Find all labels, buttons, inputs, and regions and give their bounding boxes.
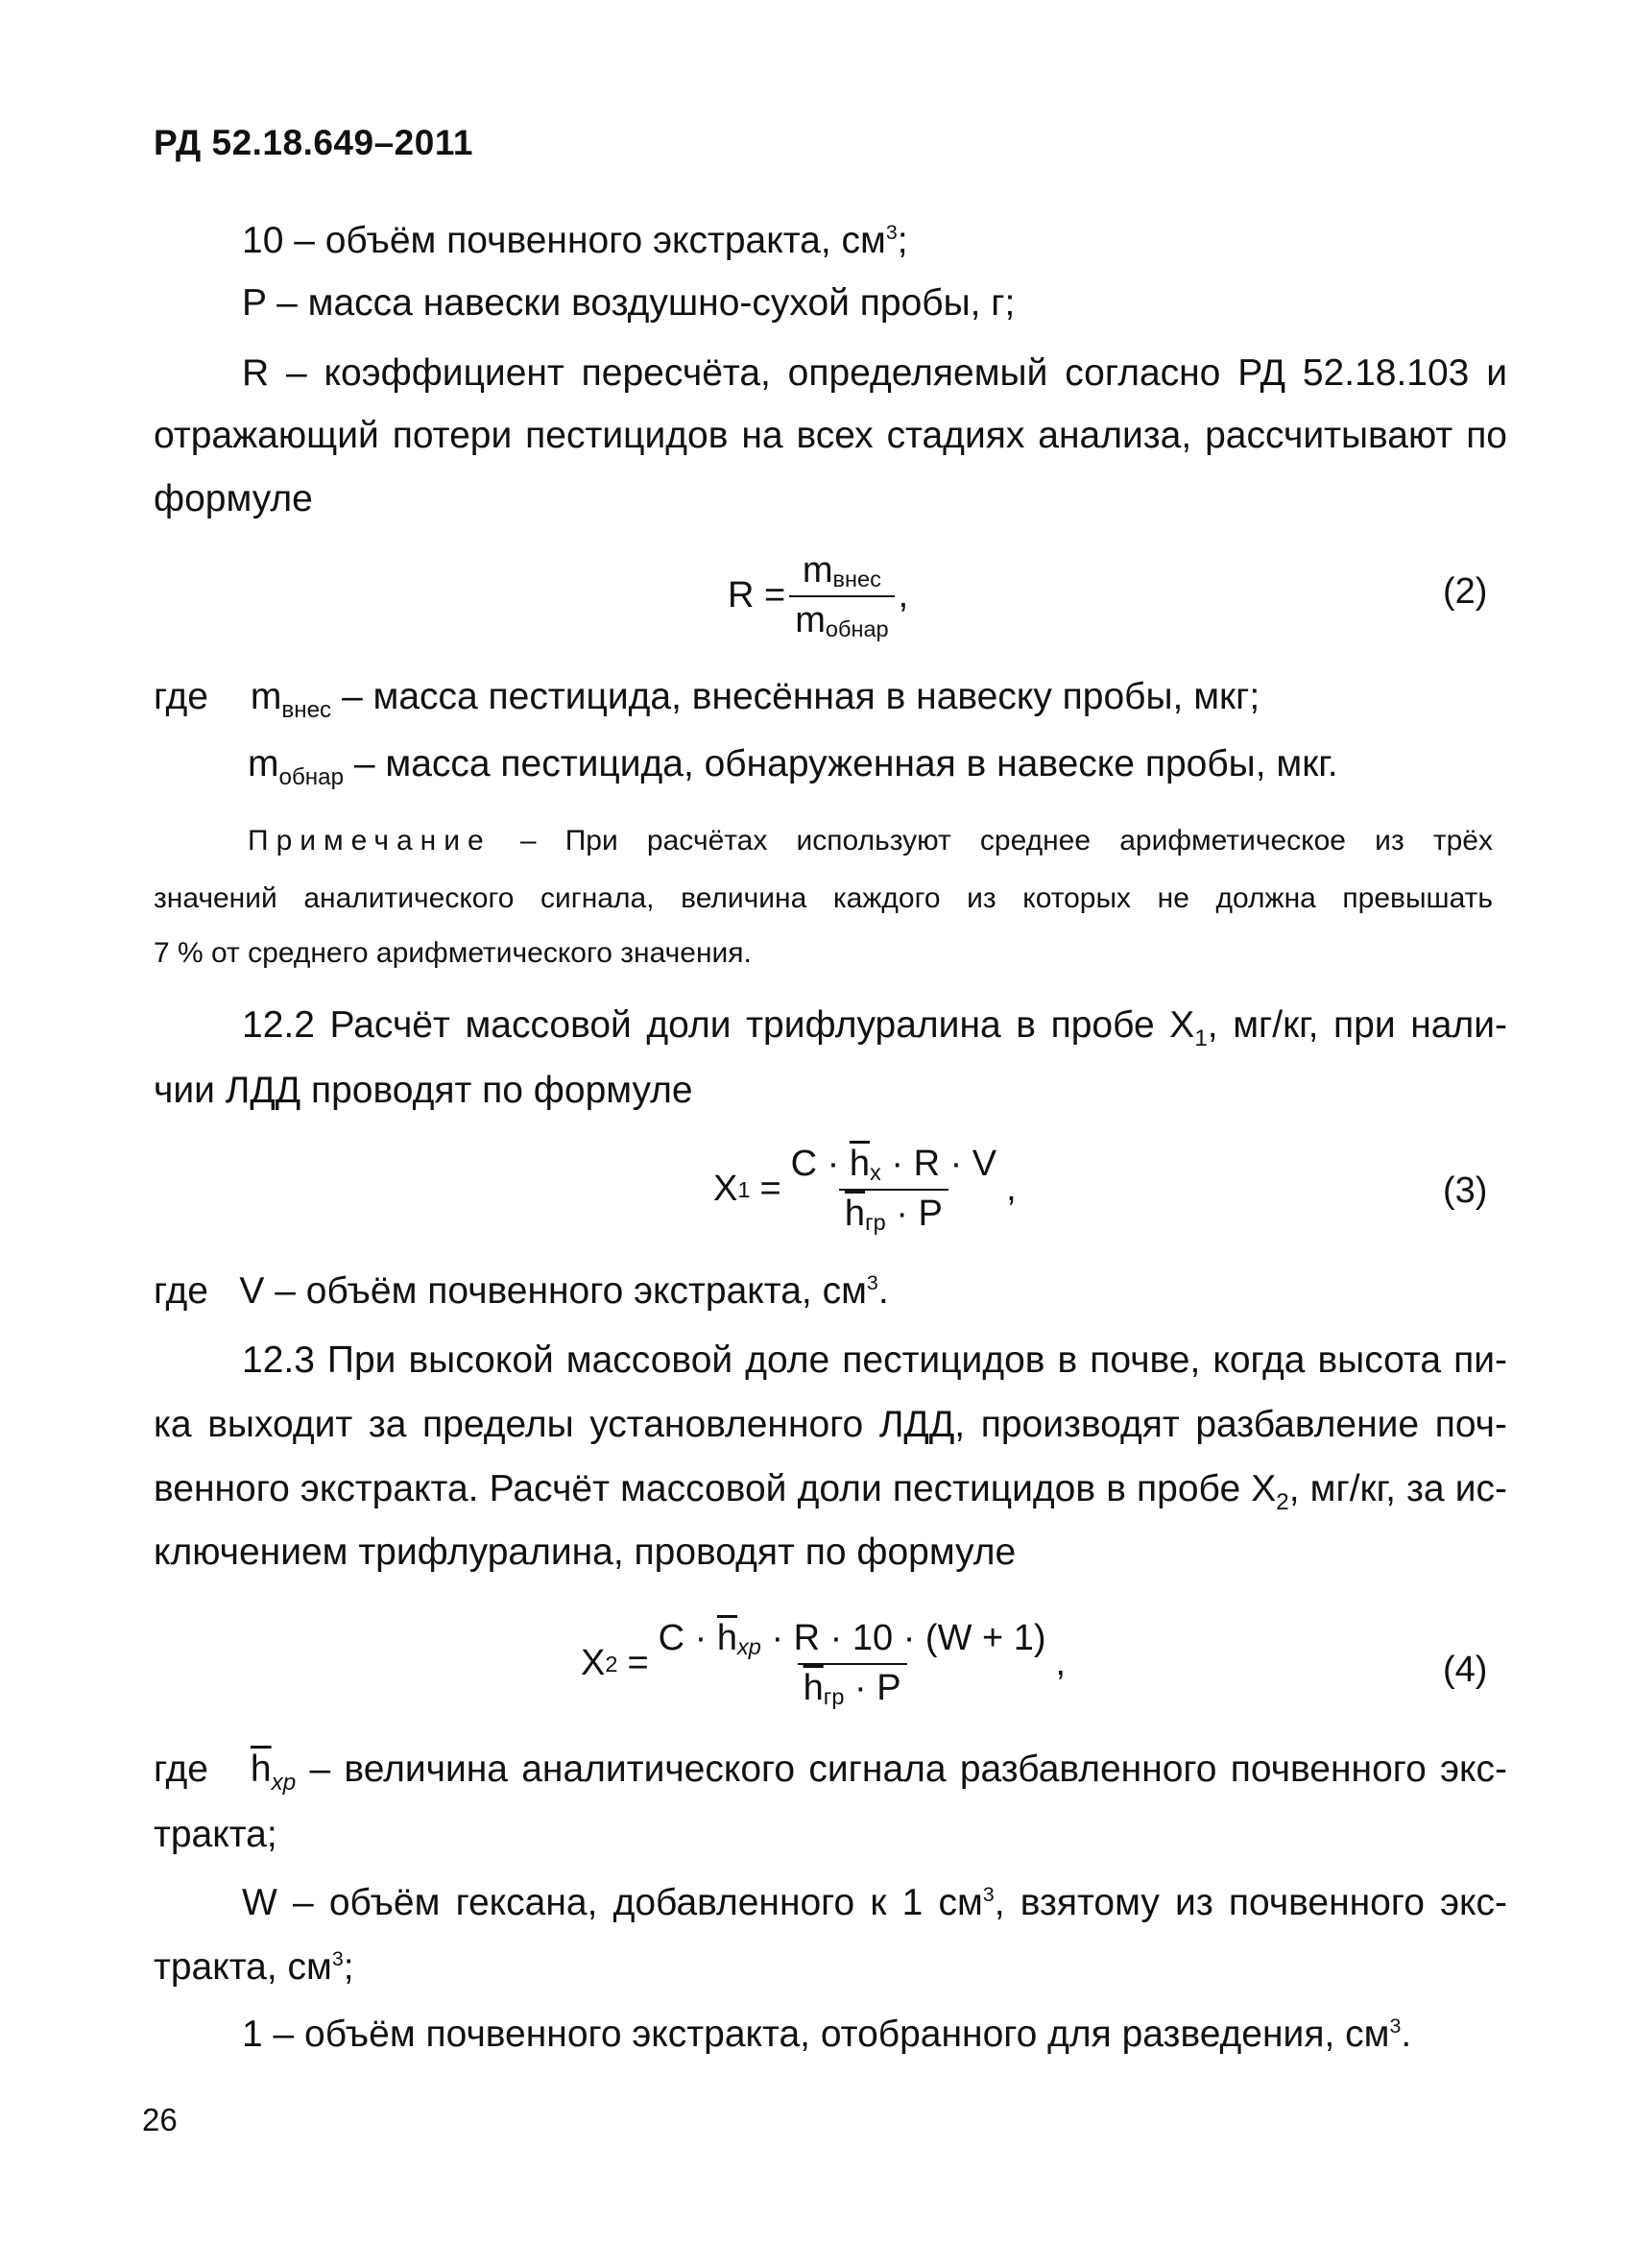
- equation-number-3: (3): [1443, 1170, 1488, 1211]
- definition-p: P – масса навески воздушно-сухой пробы, г;: [242, 282, 1016, 324]
- where-m-obnar: $m_{обнар}$ – масса пестицида, обнаруженная в навеске пробы, мкг.: [248, 743, 1338, 790]
- where-h-xp-cont: тракта;: [154, 1814, 277, 1855]
- definition-r-line3: формуле: [154, 478, 313, 519]
- formula-4-fraction: $\frac{C \cdot \overline{h}xp \cdot R \cdot 10 \cdot (W + 1)}{\overline{h}гр \cdot P}$: [658, 1618, 1046, 1709]
- where-h-xp: где $\overline{h}_{xp}$ – величина аналитического сигнала разбавленного почвенного экс-: [154, 1749, 1507, 1796]
- where-w-line1: W – объём гексана, добавленного к 1 $см^3$, взятому из почвенного экс-: [242, 1882, 1507, 1923]
- document-header: РД 52.18.649–2011: [154, 123, 473, 162]
- formula-4: X 2 = $\frac{C \cdot \overline{h}xp \cdot R \cdot 10 \cdot (W + 1)}{\overline{h}гр \cdot P}$ ,: [581, 1618, 1067, 1709]
- equation-number-2: (2): [1443, 571, 1488, 612]
- section-12-2-line1: 12.2 Расчёт массовой доли трифлуралина в пробе $X_1$, мг/кг, при нали-: [242, 1004, 1508, 1051]
- equation-number-4: (4): [1443, 1650, 1488, 1690]
- formula-3-fraction: $\frac{C \cdot \overline{h}x \cdot R \cdot V}{\overline{h}гр \cdot P}$: [790, 1144, 997, 1235]
- section-12-3-line3: венного экстракта. Расчёт массовой доли пестицидов в пробе $X_2$, мг/кг, за ис-: [154, 1468, 1507, 1515]
- section-12-3-line4: ключением трифлуралина, проводят по формуле: [154, 1532, 1017, 1573]
- where-one: 1 – объём почвенного экстракта, отобранного для разведения, $см^3$.: [242, 2014, 1412, 2055]
- definition-r-line2: отражающий потери пестицидов на всех стадиях анализа, рассчитывают по: [154, 415, 1507, 456]
- page-number: 26: [142, 2102, 178, 2137]
- note-line3: 7 % от среднего арифметического значения.: [154, 937, 752, 969]
- where-w-line2: тракта, $см^3$;: [154, 1946, 354, 1988]
- where-m-vnes: где $m_{внес}$ – масса пестицида, внесённая в навеску пробы, мкг;: [154, 676, 1260, 723]
- formula-2: R = $\frac{\text{mвнес}}{\text{mобнар}}$ ,: [728, 550, 909, 641]
- where-v: где V – объём почвенного экстракта, $см^3$.: [154, 1270, 889, 1312]
- section-12-2-line2: чии ЛДД проводят по формуле: [154, 1070, 693, 1111]
- section-12-3-line1: 12.3 При высокой массовой доле пестицидов в почве, когда высота пи-: [242, 1339, 1507, 1381]
- definition-r-line1: R – коэффициент пересчёта, определяемый согласно РД 52.18.103 и: [242, 352, 1507, 394]
- formula-3: X 1 = $\frac{C \cdot \overline{h}x \cdot R \cdot V}{\overline{h}гр \cdot P}$ ,: [713, 1144, 1017, 1235]
- formula-2-fraction: $\frac{\text{mвнес}}{\text{mобнар}}$: [789, 549, 894, 642]
- note-line1: Примечание – При расчётах используют среднее арифметическое из трёх: [248, 825, 1493, 857]
- section-12-3-line2: ка выходит за пределы установленного ЛДД, производят разбавление поч-: [154, 1404, 1507, 1445]
- definition-10: 10 – объём почвенного экстракта, $см^3$;: [242, 220, 908, 261]
- note-line2: значений аналитического сигнала, величина каждого из которых не должна превышать: [154, 882, 1493, 914]
